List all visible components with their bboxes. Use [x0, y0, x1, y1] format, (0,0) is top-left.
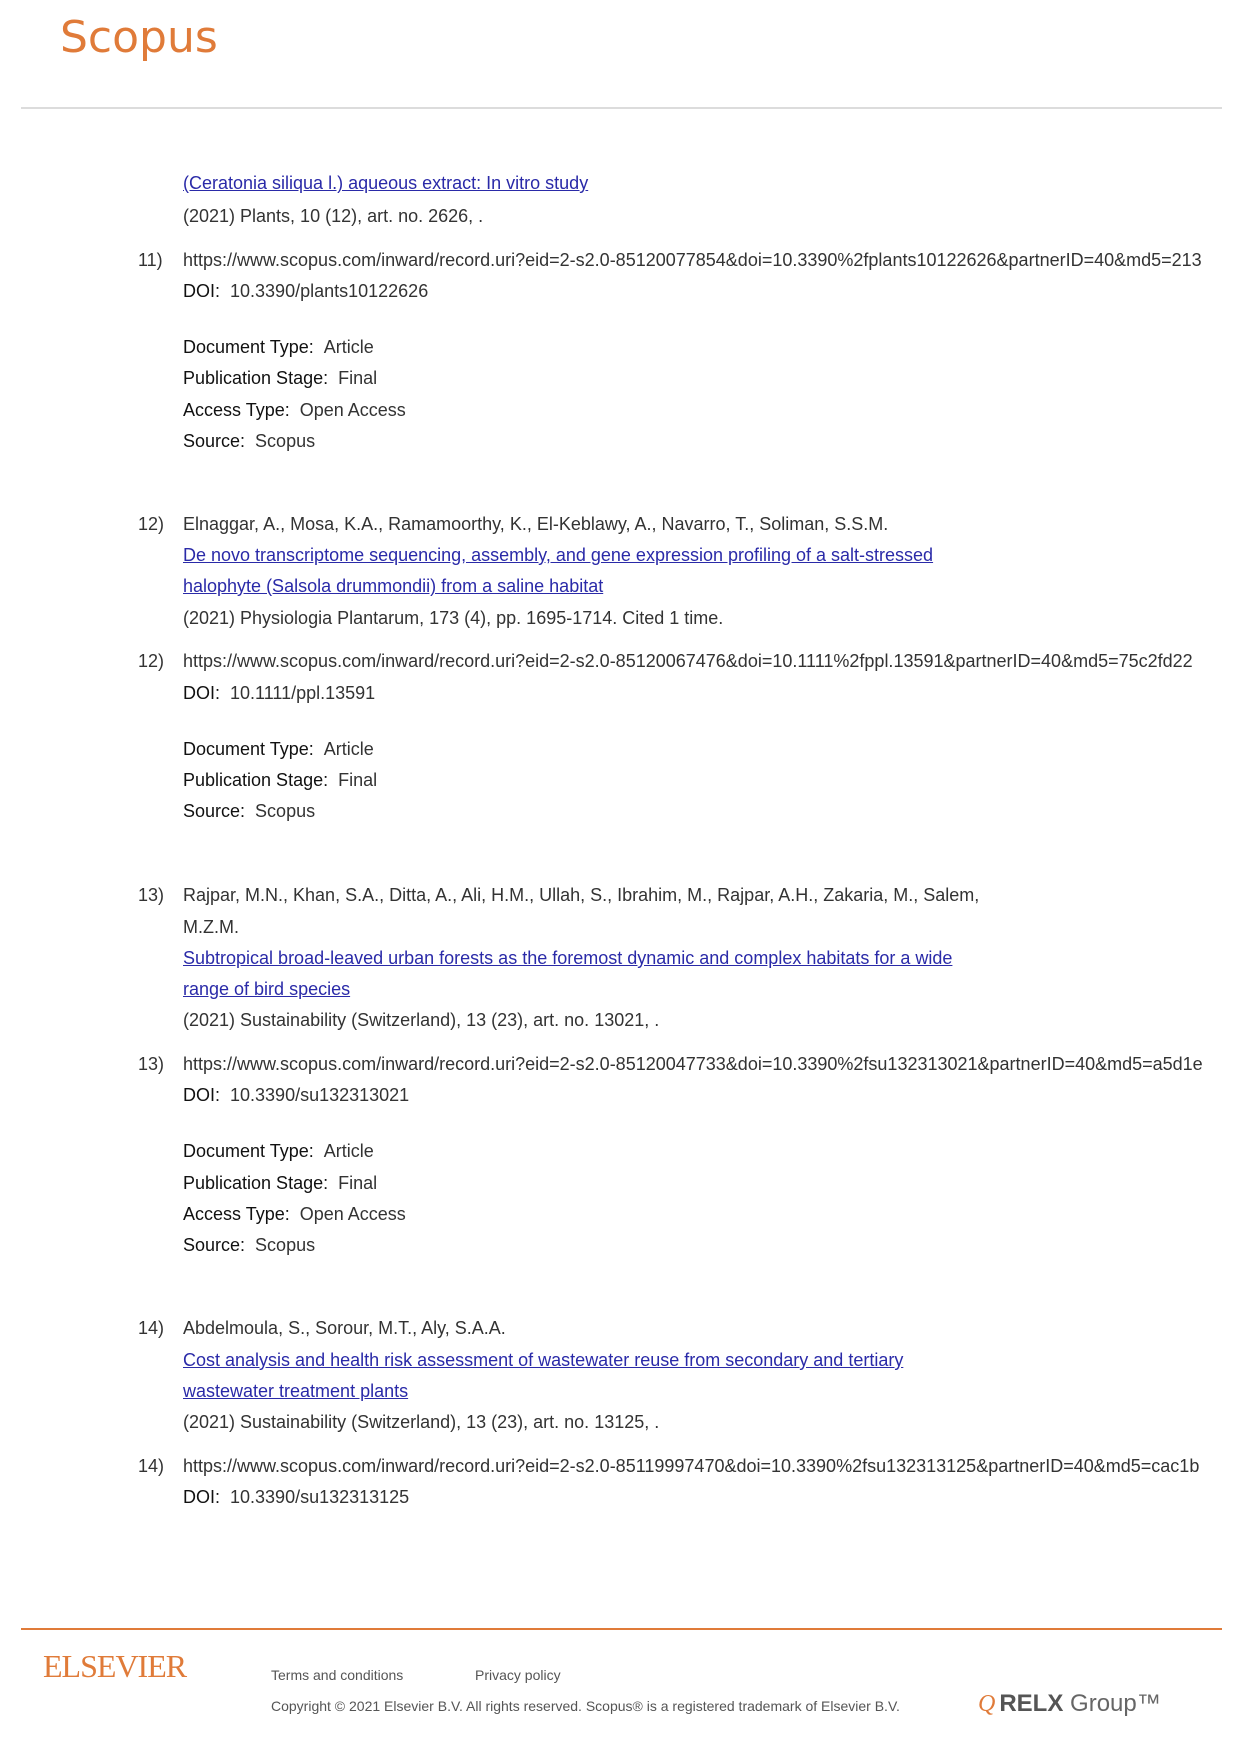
publication-stage: [183, 1172, 377, 1194]
entry-url[interactable]: https://www.scopus.com/inward/record.uri?eid=2-s2.0-85120077854&doi=10.3390%2fplants10122626&partnerID=40&md5=213: [183, 250, 1202, 270]
document-type: [183, 738, 374, 760]
entry-number: 11): [138, 250, 163, 270]
title-link[interactable]: De novo transcriptome sequencing, assembly, and gene expression profiling of a salt-stressed: [183, 545, 934, 565]
label: Publication Stage:: [183, 1173, 329, 1193]
entry-doi: [183, 280, 428, 302]
doi-value: 10.3390/su132313021: [230, 1085, 410, 1105]
entry-source: (2021) Plants, 10 (12), art. no. 2626, .: [183, 206, 484, 226]
value: Final: [338, 770, 378, 790]
entry-number: 14): [138, 1318, 165, 1338]
label: Access Type:: [183, 1204, 290, 1224]
entry-source: (2021) Physiologia Plantarum, 173 (4), pp. 1695-1714. Cited 1 time.: [183, 608, 724, 628]
value: Final: [338, 1173, 378, 1193]
value: Final: [338, 368, 378, 388]
relx-icon: Q: [978, 1691, 996, 1717]
privacy-link[interactable]: Privacy policy: [475, 1667, 561, 1683]
title-link[interactable]: Cost analysis and health risk assessment of wastewater reuse from secondary and tertiary: [183, 1350, 904, 1370]
entry-title[interactable]: [183, 575, 603, 597]
footer-divider: [21, 1628, 1222, 1630]
entry-title[interactable]: [183, 1349, 903, 1371]
entry-doi: [183, 1084, 409, 1106]
value: Open Access: [299, 400, 406, 420]
label: Document Type:: [183, 1141, 314, 1161]
entry-title[interactable]: [183, 544, 933, 566]
entry-doi: [183, 682, 375, 704]
entry-url[interactable]: https://www.scopus.com/inward/record.uri?eid=2-s2.0-85120047733&doi=10.3390%2fsu132313021&partnerID=40&md5=a5d1e: [183, 1054, 1203, 1074]
doi-label: DOI:: [183, 1085, 221, 1105]
doi-label: DOI:: [183, 683, 221, 703]
value: Scopus: [255, 431, 316, 451]
entry-number: 12): [138, 514, 165, 534]
label: Document Type:: [183, 739, 314, 759]
doi-value: 10.1111/ppl.13591: [230, 683, 376, 703]
title-link[interactable]: wastewater treatment plants: [183, 1381, 409, 1401]
publication-stage: [183, 769, 377, 791]
source-db: [183, 1234, 315, 1256]
entry-title[interactable]: [183, 978, 350, 1000]
document-type: [183, 1140, 374, 1162]
document-type: [183, 336, 374, 358]
relx-logo: [978, 1690, 1161, 1718]
access-type: [183, 1203, 406, 1225]
value: Article: [323, 1141, 374, 1161]
entry-doi: [183, 1486, 409, 1508]
copyright-text: Copyright © 2021 Elsevier B.V. All rights reserved. Scopus® is a registered trademark of Elsevier B.V.: [271, 1698, 900, 1714]
entry-title[interactable]: [183, 1380, 408, 1402]
scopus-logo: Scopus: [60, 12, 218, 63]
doi-label: DOI:: [183, 281, 221, 301]
entry-source: (2021) Sustainability (Switzerland), 13 (23), art. no. 13125, .: [183, 1412, 660, 1432]
label: Document Type:: [183, 337, 314, 357]
doi-value: 10.3390/plants10122626: [230, 281, 429, 301]
title-link[interactable]: halophyte (Salsola drummondii) from a saline habitat: [183, 576, 604, 596]
entry-number: 14): [138, 1456, 165, 1476]
title-link[interactable]: range of bird species: [183, 979, 351, 999]
access-type: [183, 399, 406, 421]
title-link[interactable]: (Ceratonia siliqua l.) aqueous extract: In vitro study: [183, 173, 589, 193]
doi-value: 10.3390/su132313125: [230, 1487, 410, 1507]
terms-link[interactable]: Terms and conditions: [271, 1667, 404, 1683]
source-db: [183, 430, 315, 452]
label: Source:: [183, 1235, 246, 1255]
label: Publication Stage:: [183, 368, 329, 388]
relx-text: RELX: [999, 1690, 1064, 1717]
entry-authors: M.Z.M.: [183, 917, 239, 937]
header-divider: [21, 107, 1222, 109]
label: Source:: [183, 801, 246, 821]
entry-source: (2021) Sustainability (Switzerland), 13 (23), art. no. 13021, .: [183, 1010, 660, 1030]
entry-number: 13): [138, 885, 165, 905]
entry-url[interactable]: https://www.scopus.com/inward/record.uri?eid=2-s2.0-85120067476&doi=10.1111%2fppl.13591&partnerID=40&md5=75c2fd22: [183, 651, 1193, 671]
entry-authors: Elnaggar, A., Mosa, K.A., Ramamoorthy, K., El-Keblawy, A., Navarro, T., Soliman, S.S.M.: [183, 514, 889, 534]
entry-authors: Abdelmoula, S., Sorour, M.T., Aly, S.A.A.: [183, 1318, 506, 1338]
label: Access Type:: [183, 400, 290, 420]
label: Publication Stage:: [183, 770, 329, 790]
value: Article: [323, 739, 374, 759]
entry-title[interactable]: [183, 172, 588, 194]
entry-number: 12): [138, 651, 165, 671]
group-text: Group™: [1070, 1690, 1161, 1717]
value: Scopus: [255, 801, 316, 821]
entry-url[interactable]: https://www.scopus.com/inward/record.uri?eid=2-s2.0-85119997470&doi=10.3390%2fsu132313125&partnerID=40&md5=cac1b: [183, 1456, 1200, 1476]
entry-title[interactable]: [183, 947, 952, 969]
value: Open Access: [299, 1204, 406, 1224]
source-db: [183, 800, 315, 822]
value: Scopus: [255, 1235, 316, 1255]
label: Source:: [183, 431, 246, 451]
entry-number: 13): [138, 1054, 165, 1074]
publication-stage: [183, 367, 377, 389]
doi-label: DOI:: [183, 1487, 221, 1507]
elsevier-logo: ELSEVIER: [43, 1648, 187, 1684]
entry-authors: Rajpar, M.N., Khan, S.A., Ditta, A., Ali, H.M., Ullah, S., Ibrahim, M., Rajpar, A.H., Zakaria, M., Salem,: [183, 885, 980, 905]
title-link[interactable]: Subtropical broad-leaved urban forests as the foremost dynamic and complex habitats for a wide: [183, 948, 953, 968]
value: Article: [323, 337, 374, 357]
